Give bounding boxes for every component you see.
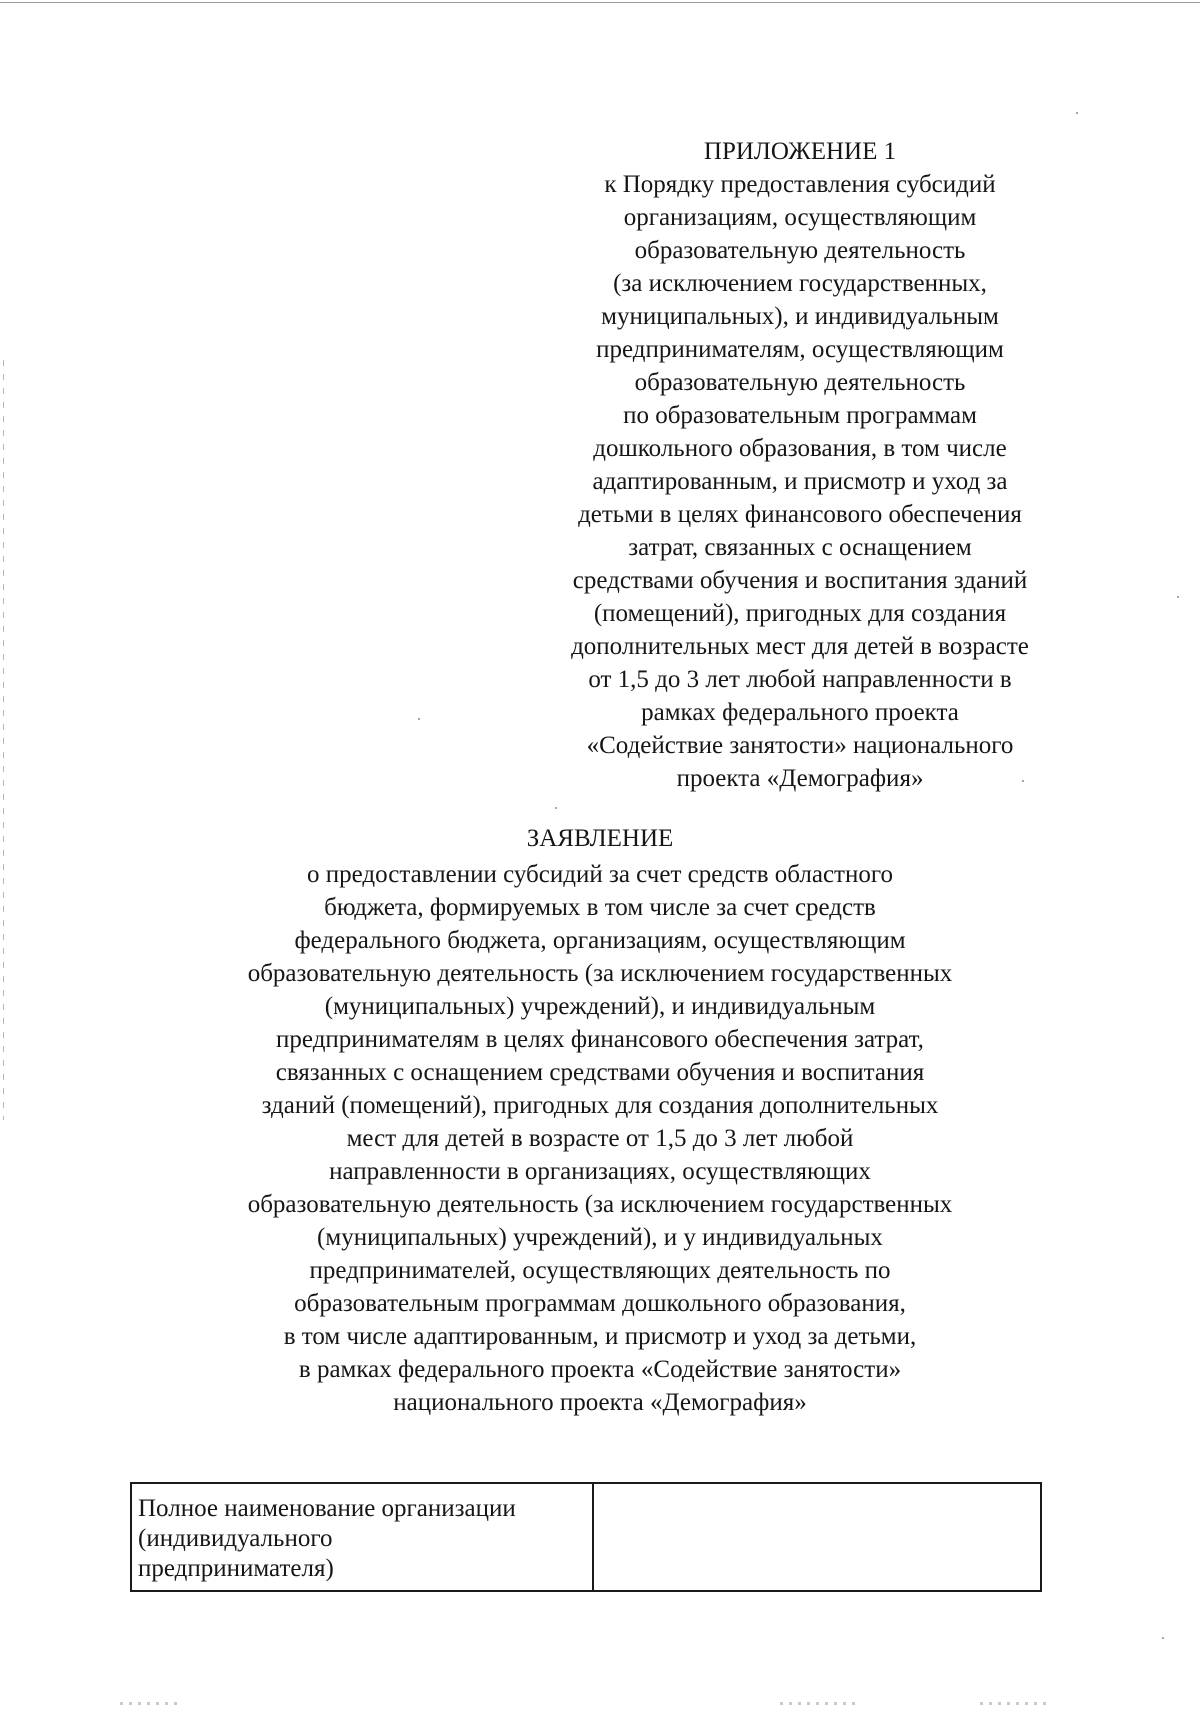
appendix-line: от 1,5 до 3 лет любой направленности в: [588, 666, 1012, 693]
appendix-title: ПРИЛОЖЕНИЕ 1: [703, 138, 897, 165]
appendix-line: по образовательным программам: [623, 402, 977, 429]
label-line: (индивидуального: [138, 1525, 333, 1552]
scan-noise: [120, 1702, 180, 1705]
appendix-line: предпринимателям, осуществляющим: [596, 336, 1004, 363]
statement-line: предпринимателей, осуществляющих деятельность по: [309, 1257, 891, 1284]
scan-noise: [780, 1702, 860, 1705]
appendix-line: образовательную деятельность: [634, 369, 966, 396]
statement-line: в том числе адаптированным, и присмотр и уход за детьми,: [283, 1323, 917, 1350]
table-row: [131, 1483, 1041, 1591]
appendix-line: дошкольного образования, в том числе: [593, 435, 1007, 462]
statement-line: мест для детей в возрасте от 1,5 до 3 лет любой: [346, 1125, 854, 1152]
appendix-line: муниципальных), и индивидуальным: [601, 303, 999, 330]
appendix-line: дополнительных мест для детей в возрасте: [571, 633, 1029, 660]
scan-noise: [980, 1702, 1050, 1705]
statement-body: [150, 858, 1050, 1419]
appendix-line: детьми в целях финансового обеспечения: [578, 501, 1022, 528]
organization-name-value-cell[interactable]: [593, 1483, 1041, 1591]
appendix-line: к Порядку предоставления субсидий: [604, 171, 996, 198]
statement-line: образовательную деятельность (за исключением государственных: [247, 1191, 953, 1218]
label-line: предпринимателя): [138, 1555, 334, 1582]
statement-line: федерального бюджета, организациям, осуществляющим: [294, 927, 906, 954]
appendix-line: (за исключением государственных,: [613, 270, 987, 297]
scan-speck: [1162, 1637, 1164, 1639]
appendix-line: (помещений), пригодных для создания: [593, 600, 1007, 627]
scan-speck: [1022, 780, 1024, 782]
label-line: Полное наименование организации: [138, 1495, 516, 1522]
statement-line: связанных с оснащением средствами обучения и воспитания: [275, 1059, 925, 1086]
scan-speck: [418, 718, 420, 720]
appendix-line: средствами обучения и воспитания зданий: [572, 567, 1028, 594]
statement-line: бюджета, формируемых в том числе за счет средств: [324, 894, 876, 921]
appendix-line: затрат, связанных с оснащением: [628, 534, 972, 561]
scan-left-edge: [3, 360, 4, 1120]
statement-title: ЗАЯВЛЕНИЕ: [526, 825, 674, 852]
appendix-line: рамках федерального проекта: [641, 699, 959, 726]
statement-line: национального проекта «Демография»: [393, 1389, 807, 1416]
statement-line: о предоставлении субсидий за счет средств областного: [307, 861, 893, 888]
statement-line: зданий (помещений), пригодных для создания дополнительных: [261, 1092, 939, 1119]
appendix-line: адаптированным, и присмотр и уход за: [592, 468, 1008, 495]
application-form-table: [130, 1482, 1042, 1592]
appendix-line: образовательную деятельность: [634, 237, 966, 264]
appendix-line: проекта «Демография»: [676, 765, 924, 792]
appendix-header: [520, 135, 1080, 795]
organization-name-label-cell: [131, 1483, 593, 1591]
scan-speck: [1177, 596, 1179, 598]
statement-line: образовательную деятельность (за исключением государственных: [247, 960, 953, 987]
statement-line: (муниципальных) учреждений), и индивидуальным: [324, 993, 876, 1020]
statement-line: образовательным программам дошкольного образования,: [294, 1290, 906, 1317]
scan-top-edge: [0, 2, 1200, 3]
appendix-line: «Содействие занятости» национального: [586, 732, 1014, 759]
statement-line: в рамках федерального проекта «Содействие занятости»: [298, 1356, 902, 1383]
statement-line: предпринимателям в целях финансового обеспечения затрат,: [276, 1026, 924, 1053]
scan-speck: [1076, 112, 1078, 114]
statement-line: направленности в организациях, осуществляющих: [329, 1158, 871, 1185]
scan-speck: [555, 807, 557, 809]
appendix-line: организациям, осуществляющим: [623, 204, 977, 231]
statement-line: (муниципальных) учреждений), и у индивидуальных: [317, 1224, 883, 1251]
